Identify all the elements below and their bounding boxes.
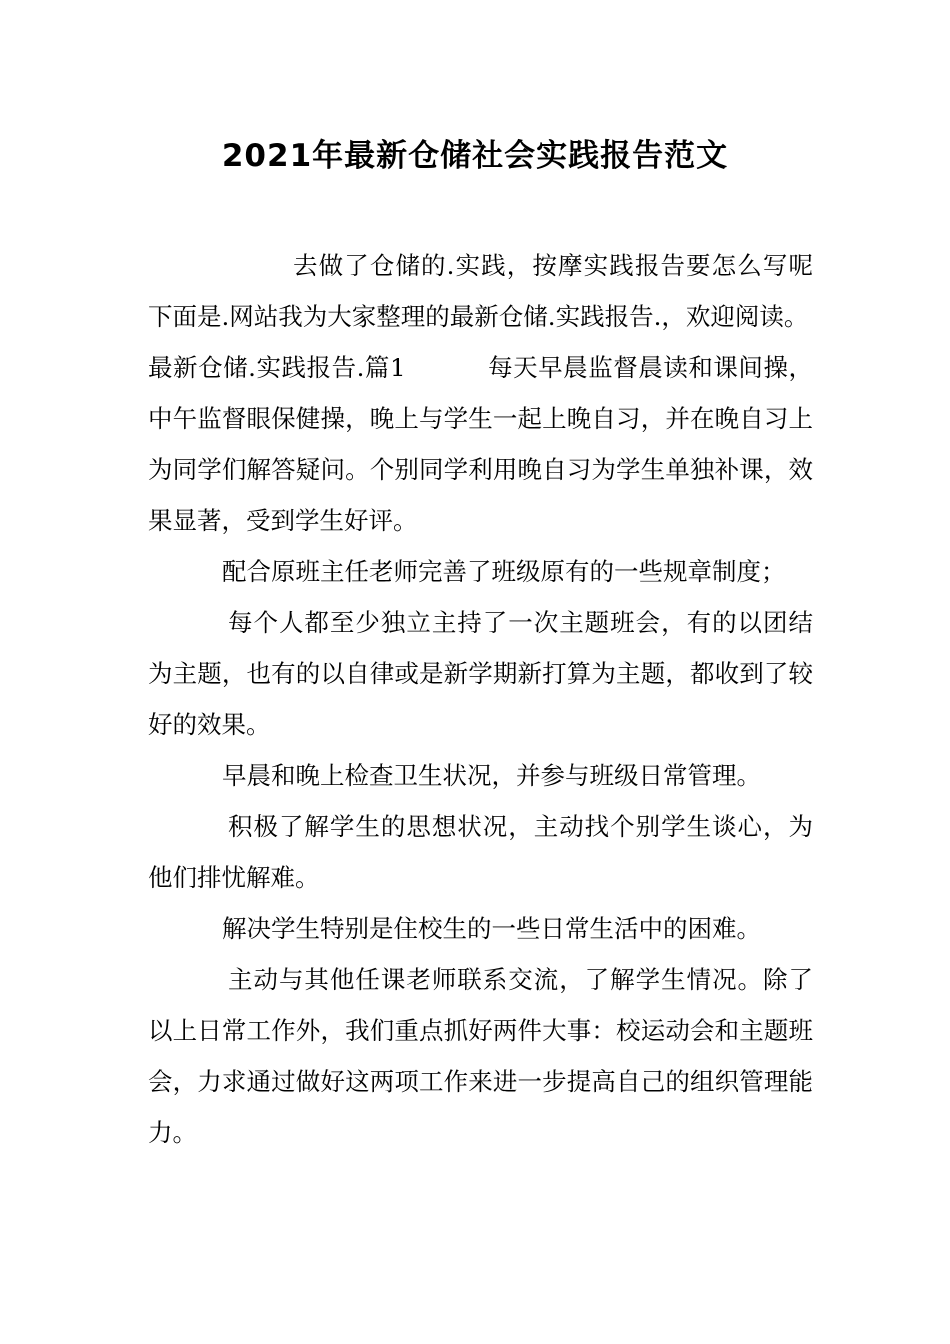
paragraph: 解决学生特别是住校生的一些日常生活中的困难。: [222, 914, 761, 943]
section-paragraph: [148, 342, 813, 546]
paragraph: 积极了解学生的思想状况，主动找个别学生谈心，为他们排忧解难。: [148, 812, 813, 892]
section-heading: 最新仓储.实践报告.篇1: [148, 353, 406, 382]
paragraph: 早晨和晚上检查卫生状况，并参与班级日常管理。: [222, 761, 761, 790]
document-body: [148, 240, 813, 1158]
document-title: 2021年最新仓储社会实践报告范文: [221, 138, 729, 174]
paragraph: 每个人都至少独立主持了一次主题班会，有的以团结为主题，也有的以自律或是新学期新打算为主题，都收到了较好的效果。: [148, 608, 813, 739]
intro-paragraph: 去做了仓储的.实践，按摩实践报告要怎么写呢下面是.网站我为大家整理的最新仓储.实践报告.，欢迎阅读。: [148, 251, 813, 331]
section-first-text: 每天早晨监督晨读和课间操，中午监督眼保健操，晚上与学生一起上晚自习，并在晚自习上为同学们解答疑问。个别同学利用晚自习为学生单独补课，效果显著，受到学生好评。: [148, 353, 813, 535]
paragraph: 配合原班主任老师完善了班级原有的一些规章制度；: [222, 557, 786, 586]
paragraph: 主动与其他任课老师联系交流，了解学生情况。除了以上日常工作外，我们重点抓好两件大事：校运动会和主题班会，力求通过做好这两项工作来进一步提高自己的组织管理能力。: [148, 965, 813, 1147]
